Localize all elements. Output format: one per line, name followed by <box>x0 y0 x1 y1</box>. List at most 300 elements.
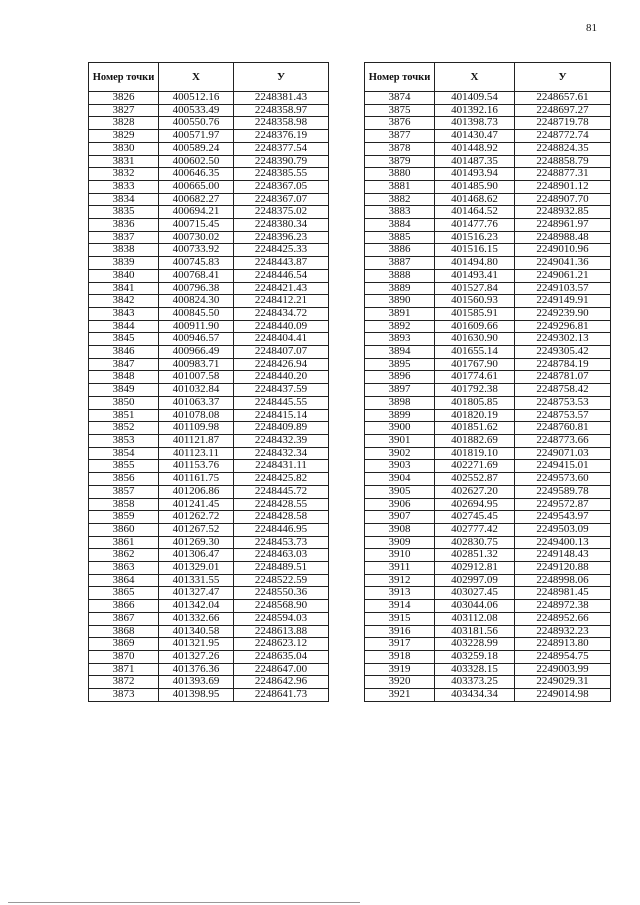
table-row <box>365 574 611 587</box>
table-row <box>89 549 329 562</box>
table-row <box>365 257 611 270</box>
y-coordinate-cell: 2248440.09 <box>234 320 329 333</box>
table-row <box>365 600 611 613</box>
point-number-cell: 3878 <box>365 142 435 155</box>
table-row <box>89 587 329 600</box>
x-coordinate-cell: 401331.55 <box>159 574 234 587</box>
point-number-cell: 3834 <box>89 193 159 206</box>
y-coordinate-cell: 2248407.07 <box>234 346 329 359</box>
y-coordinate-cell: 2248421.43 <box>234 282 329 295</box>
table-row <box>365 396 611 409</box>
y-coordinate-cell: 2249573.60 <box>515 473 611 486</box>
table-row <box>89 498 329 511</box>
y-coordinate-cell: 2248396.23 <box>234 231 329 244</box>
point-number-cell: 3844 <box>89 320 159 333</box>
point-number-cell: 3899 <box>365 409 435 422</box>
x-coordinate-cell: 401655.14 <box>435 346 515 359</box>
point-number-cell: 3830 <box>89 142 159 155</box>
point-number-cell: 3895 <box>365 358 435 371</box>
x-coordinate-cell: 400745.83 <box>159 257 234 270</box>
y-coordinate-cell: 2248425.82 <box>234 473 329 486</box>
table-row <box>89 422 329 435</box>
y-coordinate-cell: 2249296.81 <box>515 320 611 333</box>
x-coordinate-cell: 401882.69 <box>435 434 515 447</box>
x-coordinate-cell: 401819.10 <box>435 447 515 460</box>
x-coordinate-cell: 401161.75 <box>159 473 234 486</box>
x-coordinate-cell: 401609.66 <box>435 320 515 333</box>
table-row <box>89 180 329 193</box>
x-coordinate-cell: 403328.15 <box>435 663 515 676</box>
x-coordinate-cell: 402745.45 <box>435 511 515 524</box>
x-coordinate-cell: 403259.18 <box>435 650 515 663</box>
page-number: 81 <box>586 22 597 34</box>
point-number-cell: 3886 <box>365 244 435 257</box>
point-number-cell: 3840 <box>89 269 159 282</box>
table-row <box>365 409 611 422</box>
x-coordinate-cell: 400512.16 <box>159 92 234 105</box>
y-coordinate-cell: 2248623.12 <box>234 638 329 651</box>
x-coordinate-cell: 400733.92 <box>159 244 234 257</box>
point-number-cell: 3826 <box>89 92 159 105</box>
y-coordinate-cell: 2248425.33 <box>234 244 329 257</box>
y-coordinate-cell: 2248381.43 <box>234 92 329 105</box>
y-coordinate-cell: 2248415.14 <box>234 409 329 422</box>
y-coordinate-cell: 2248772.74 <box>515 130 611 143</box>
x-coordinate-cell: 401527.84 <box>435 282 515 295</box>
table-row <box>89 244 329 257</box>
y-coordinate-cell: 2249120.88 <box>515 562 611 575</box>
x-coordinate-cell: 401560.93 <box>435 295 515 308</box>
point-number-cell: 3836 <box>89 219 159 232</box>
table-row <box>365 676 611 689</box>
table-row <box>365 117 611 130</box>
table-row <box>365 168 611 181</box>
point-number-cell: 3918 <box>365 650 435 663</box>
table-row <box>365 180 611 193</box>
y-coordinate-cell: 2249103.57 <box>515 282 611 295</box>
y-coordinate-cell: 2249149.91 <box>515 295 611 308</box>
x-coordinate-cell: 401464.52 <box>435 206 515 219</box>
x-coordinate-cell: 401494.80 <box>435 257 515 270</box>
x-coordinate-cell: 401063.37 <box>159 396 234 409</box>
table-row <box>89 193 329 206</box>
x-coordinate-cell: 401109.98 <box>159 422 234 435</box>
y-coordinate-cell: 2248446.95 <box>234 523 329 536</box>
point-number-cell: 3884 <box>365 219 435 232</box>
y-coordinate-cell: 2248426.94 <box>234 358 329 371</box>
point-number-cell: 3909 <box>365 536 435 549</box>
header-y: У <box>515 63 611 92</box>
point-number-cell: 3841 <box>89 282 159 295</box>
x-coordinate-cell: 401767.90 <box>435 358 515 371</box>
table-row <box>365 663 611 676</box>
y-coordinate-cell: 2248431.11 <box>234 460 329 473</box>
y-coordinate-cell: 2249302.13 <box>515 333 611 346</box>
point-number-cell: 3917 <box>365 638 435 651</box>
point-number-cell: 3914 <box>365 600 435 613</box>
table-row <box>89 104 329 117</box>
x-coordinate-cell: 401032.84 <box>159 384 234 397</box>
y-coordinate-cell: 2248489.51 <box>234 562 329 575</box>
table-row <box>365 511 611 524</box>
table-row <box>365 689 611 702</box>
y-coordinate-cell: 2248428.55 <box>234 498 329 511</box>
table-row <box>365 536 611 549</box>
x-coordinate-cell: 402997.09 <box>435 574 515 587</box>
y-coordinate-cell: 2248753.53 <box>515 396 611 409</box>
y-coordinate-cell: 2248972.38 <box>515 600 611 613</box>
y-coordinate-cell: 2249400.13 <box>515 536 611 549</box>
y-coordinate-cell: 2248697.27 <box>515 104 611 117</box>
point-number-cell: 3919 <box>365 663 435 676</box>
point-number-cell: 3889 <box>365 282 435 295</box>
y-coordinate-cell: 2249305.42 <box>515 346 611 359</box>
table-row <box>365 460 611 473</box>
y-coordinate-cell: 2248367.05 <box>234 180 329 193</box>
y-coordinate-cell: 2248428.58 <box>234 511 329 524</box>
table-row <box>365 219 611 232</box>
y-coordinate-cell: 2248443.87 <box>234 257 329 270</box>
x-coordinate-cell: 400730.02 <box>159 231 234 244</box>
x-coordinate-cell: 403027.45 <box>435 587 515 600</box>
table-row <box>365 447 611 460</box>
y-coordinate-cell: 2248550.36 <box>234 587 329 600</box>
table-row <box>89 663 329 676</box>
table-row <box>365 434 611 447</box>
table-row <box>365 358 611 371</box>
y-coordinate-cell: 2249071.03 <box>515 447 611 460</box>
y-coordinate-cell: 2248719.78 <box>515 117 611 130</box>
x-coordinate-cell: 402552.87 <box>435 473 515 486</box>
table-row <box>89 333 329 346</box>
table-row <box>89 460 329 473</box>
x-coordinate-cell: 400533.49 <box>159 104 234 117</box>
y-coordinate-cell: 2248390.79 <box>234 155 329 168</box>
table-row <box>89 320 329 333</box>
table-row <box>89 574 329 587</box>
x-coordinate-cell: 401121.87 <box>159 434 234 447</box>
table-row <box>89 523 329 536</box>
x-coordinate-cell: 400983.71 <box>159 358 234 371</box>
point-number-cell: 3832 <box>89 168 159 181</box>
x-coordinate-cell: 401007.58 <box>159 371 234 384</box>
table-row <box>89 676 329 689</box>
y-coordinate-cell: 2248981.45 <box>515 587 611 600</box>
point-number-cell: 3856 <box>89 473 159 486</box>
x-coordinate-cell: 401340.58 <box>159 625 234 638</box>
y-coordinate-cell: 2248988.48 <box>515 231 611 244</box>
x-coordinate-cell: 401774.61 <box>435 371 515 384</box>
header-point-number: Номер точки <box>89 63 159 92</box>
y-coordinate-cell: 2248781.07 <box>515 371 611 384</box>
point-number-cell: 3833 <box>89 180 159 193</box>
table-row <box>365 422 611 435</box>
y-coordinate-cell: 2249589.78 <box>515 485 611 498</box>
coordinates-table-left <box>88 62 329 702</box>
table-row <box>89 434 329 447</box>
point-number-cell: 3910 <box>365 549 435 562</box>
x-coordinate-cell: 401805.85 <box>435 396 515 409</box>
x-coordinate-cell: 400966.49 <box>159 346 234 359</box>
point-number-cell: 3880 <box>365 168 435 181</box>
y-coordinate-cell: 2248913.80 <box>515 638 611 651</box>
table-row <box>365 625 611 638</box>
y-coordinate-cell: 2248758.42 <box>515 384 611 397</box>
x-coordinate-cell: 400715.45 <box>159 219 234 232</box>
point-number-cell: 3838 <box>89 244 159 257</box>
x-coordinate-cell: 401393.69 <box>159 676 234 689</box>
point-number-cell: 3913 <box>365 587 435 600</box>
table-row <box>89 638 329 651</box>
y-coordinate-cell: 2248641.73 <box>234 689 329 702</box>
point-number-cell: 3916 <box>365 625 435 638</box>
x-coordinate-cell: 401477.76 <box>435 219 515 232</box>
point-number-cell: 3859 <box>89 511 159 524</box>
table-row <box>365 295 611 308</box>
point-number-cell: 3882 <box>365 193 435 206</box>
table-row <box>89 117 329 130</box>
point-number-cell: 3920 <box>365 676 435 689</box>
x-coordinate-cell: 401792.38 <box>435 384 515 397</box>
y-coordinate-cell: 2248613.88 <box>234 625 329 638</box>
point-number-cell: 3831 <box>89 155 159 168</box>
x-coordinate-cell: 403434.34 <box>435 689 515 702</box>
point-number-cell: 3845 <box>89 333 159 346</box>
point-number-cell: 3862 <box>89 549 159 562</box>
y-coordinate-cell: 2249003.99 <box>515 663 611 676</box>
point-number-cell: 3846 <box>89 346 159 359</box>
x-coordinate-cell: 401493.94 <box>435 168 515 181</box>
table-row <box>365 193 611 206</box>
point-number-cell: 3837 <box>89 231 159 244</box>
table-row <box>365 549 611 562</box>
table-row <box>365 523 611 536</box>
table-row <box>365 206 611 219</box>
point-number-cell: 3871 <box>89 663 159 676</box>
y-coordinate-cell: 2248453.73 <box>234 536 329 549</box>
y-coordinate-cell: 2248358.97 <box>234 104 329 117</box>
table-row <box>89 206 329 219</box>
x-coordinate-cell: 401392.16 <box>435 104 515 117</box>
coordinates-table-right <box>364 62 611 702</box>
table-row <box>89 155 329 168</box>
y-coordinate-cell: 2248635.04 <box>234 650 329 663</box>
point-number-cell: 3866 <box>89 600 159 613</box>
point-number-cell: 3867 <box>89 612 159 625</box>
point-number-cell: 3881 <box>365 180 435 193</box>
point-number-cell: 3902 <box>365 447 435 460</box>
table-row <box>89 295 329 308</box>
table-row <box>89 447 329 460</box>
y-coordinate-cell: 2249543.97 <box>515 511 611 524</box>
table-row <box>89 257 329 270</box>
point-number-cell: 3874 <box>365 92 435 105</box>
table-row <box>89 689 329 702</box>
point-number-cell: 3843 <box>89 307 159 320</box>
table-row <box>365 612 611 625</box>
point-number-cell: 3912 <box>365 574 435 587</box>
x-coordinate-cell: 401262.72 <box>159 511 234 524</box>
x-coordinate-cell: 400768.41 <box>159 269 234 282</box>
table-row <box>365 130 611 143</box>
point-number-cell: 3896 <box>365 371 435 384</box>
y-coordinate-cell: 2249148.43 <box>515 549 611 562</box>
y-coordinate-cell: 2249010.96 <box>515 244 611 257</box>
table-row <box>365 587 611 600</box>
point-number-cell: 3855 <box>89 460 159 473</box>
table-row <box>89 625 329 638</box>
point-number-cell: 3839 <box>89 257 159 270</box>
point-number-cell: 3894 <box>365 346 435 359</box>
y-coordinate-cell: 2248932.85 <box>515 206 611 219</box>
x-coordinate-cell: 400550.76 <box>159 117 234 130</box>
table-row <box>89 650 329 663</box>
x-coordinate-cell: 400571.97 <box>159 130 234 143</box>
y-coordinate-cell: 2248440.20 <box>234 371 329 384</box>
point-number-cell: 3850 <box>89 396 159 409</box>
table-row <box>365 269 611 282</box>
table-row <box>365 231 611 244</box>
x-coordinate-cell: 401327.26 <box>159 650 234 663</box>
x-coordinate-cell: 400602.50 <box>159 155 234 168</box>
y-coordinate-cell: 2248877.31 <box>515 168 611 181</box>
x-coordinate-cell: 401306.47 <box>159 549 234 562</box>
table-row <box>89 536 329 549</box>
table-row <box>89 168 329 181</box>
y-coordinate-cell: 2249014.98 <box>515 689 611 702</box>
x-coordinate-cell: 400589.24 <box>159 142 234 155</box>
table-row <box>89 219 329 232</box>
point-number-cell: 3890 <box>365 295 435 308</box>
y-coordinate-cell: 2249061.21 <box>515 269 611 282</box>
x-coordinate-cell: 403373.25 <box>435 676 515 689</box>
point-number-cell: 3835 <box>89 206 159 219</box>
table-row <box>89 409 329 422</box>
table-row <box>365 498 611 511</box>
y-coordinate-cell: 2248412.21 <box>234 295 329 308</box>
table-row <box>365 473 611 486</box>
point-number-cell: 3852 <box>89 422 159 435</box>
y-coordinate-cell: 2248432.34 <box>234 447 329 460</box>
table-row <box>89 473 329 486</box>
y-coordinate-cell: 2248901.12 <box>515 180 611 193</box>
table-row <box>89 384 329 397</box>
y-coordinate-cell: 2248409.89 <box>234 422 329 435</box>
y-coordinate-cell: 2248594.03 <box>234 612 329 625</box>
y-coordinate-cell: 2249572.87 <box>515 498 611 511</box>
y-coordinate-cell: 2248377.54 <box>234 142 329 155</box>
x-coordinate-cell: 400646.35 <box>159 168 234 181</box>
x-coordinate-cell: 401485.90 <box>435 180 515 193</box>
x-coordinate-cell: 401409.54 <box>435 92 515 105</box>
x-coordinate-cell: 401327.47 <box>159 587 234 600</box>
x-coordinate-cell: 401585.91 <box>435 307 515 320</box>
table-row <box>365 650 611 663</box>
y-coordinate-cell: 2248954.75 <box>515 650 611 663</box>
table-row <box>365 282 611 295</box>
table-row <box>89 307 329 320</box>
point-number-cell: 3851 <box>89 409 159 422</box>
point-number-cell: 3848 <box>89 371 159 384</box>
point-number-cell: 3888 <box>365 269 435 282</box>
table-row <box>365 562 611 575</box>
y-coordinate-cell: 2248952.66 <box>515 612 611 625</box>
table-row <box>89 231 329 244</box>
x-coordinate-cell: 402777.42 <box>435 523 515 536</box>
point-number-cell: 3858 <box>89 498 159 511</box>
point-number-cell: 3903 <box>365 460 435 473</box>
table-row <box>89 269 329 282</box>
table-row <box>89 371 329 384</box>
table-row <box>365 155 611 168</box>
table-row <box>89 562 329 575</box>
x-coordinate-cell: 402830.75 <box>435 536 515 549</box>
x-coordinate-cell: 400946.57 <box>159 333 234 346</box>
x-coordinate-cell: 401332.66 <box>159 612 234 625</box>
y-coordinate-cell: 2248446.54 <box>234 269 329 282</box>
y-coordinate-cell: 2248647.00 <box>234 663 329 676</box>
table-row <box>89 130 329 143</box>
y-coordinate-cell: 2249239.90 <box>515 307 611 320</box>
point-number-cell: 3842 <box>89 295 159 308</box>
table-row <box>89 511 329 524</box>
point-number-cell: 3898 <box>365 396 435 409</box>
table-row <box>365 307 611 320</box>
point-number-cell: 3876 <box>365 117 435 130</box>
table-row <box>365 142 611 155</box>
point-number-cell: 3921 <box>365 689 435 702</box>
table-header-row <box>365 63 611 92</box>
x-coordinate-cell: 401516.23 <box>435 231 515 244</box>
point-number-cell: 3911 <box>365 562 435 575</box>
point-number-cell: 3829 <box>89 130 159 143</box>
point-number-cell: 3879 <box>365 155 435 168</box>
table-row <box>365 244 611 257</box>
y-coordinate-cell: 2248784.19 <box>515 358 611 371</box>
x-coordinate-cell: 403044.06 <box>435 600 515 613</box>
point-number-cell: 3883 <box>365 206 435 219</box>
point-number-cell: 3892 <box>365 320 435 333</box>
point-number-cell: 3847 <box>89 358 159 371</box>
y-coordinate-cell: 2248404.41 <box>234 333 329 346</box>
table-row <box>89 396 329 409</box>
point-number-cell: 3904 <box>365 473 435 486</box>
point-number-cell: 3870 <box>89 650 159 663</box>
x-coordinate-cell: 403112.08 <box>435 612 515 625</box>
y-coordinate-cell: 2248375.02 <box>234 206 329 219</box>
x-coordinate-cell: 402627.20 <box>435 485 515 498</box>
x-coordinate-cell: 402694.95 <box>435 498 515 511</box>
x-coordinate-cell: 401241.45 <box>159 498 234 511</box>
x-coordinate-cell: 401448.92 <box>435 142 515 155</box>
point-number-cell: 3906 <box>365 498 435 511</box>
y-coordinate-cell: 2248642.96 <box>234 676 329 689</box>
table-row <box>89 485 329 498</box>
table-row <box>89 92 329 105</box>
x-coordinate-cell: 400911.90 <box>159 320 234 333</box>
x-coordinate-cell: 401630.90 <box>435 333 515 346</box>
y-coordinate-cell: 2248445.72 <box>234 485 329 498</box>
point-number-cell: 3869 <box>89 638 159 651</box>
x-coordinate-cell: 401398.73 <box>435 117 515 130</box>
table-row <box>365 638 611 651</box>
table-row <box>365 371 611 384</box>
header-y: У <box>234 63 329 92</box>
footer-rule <box>8 902 360 903</box>
header-x: X <box>435 63 515 92</box>
x-coordinate-cell: 401321.95 <box>159 638 234 651</box>
table-row <box>365 104 611 117</box>
